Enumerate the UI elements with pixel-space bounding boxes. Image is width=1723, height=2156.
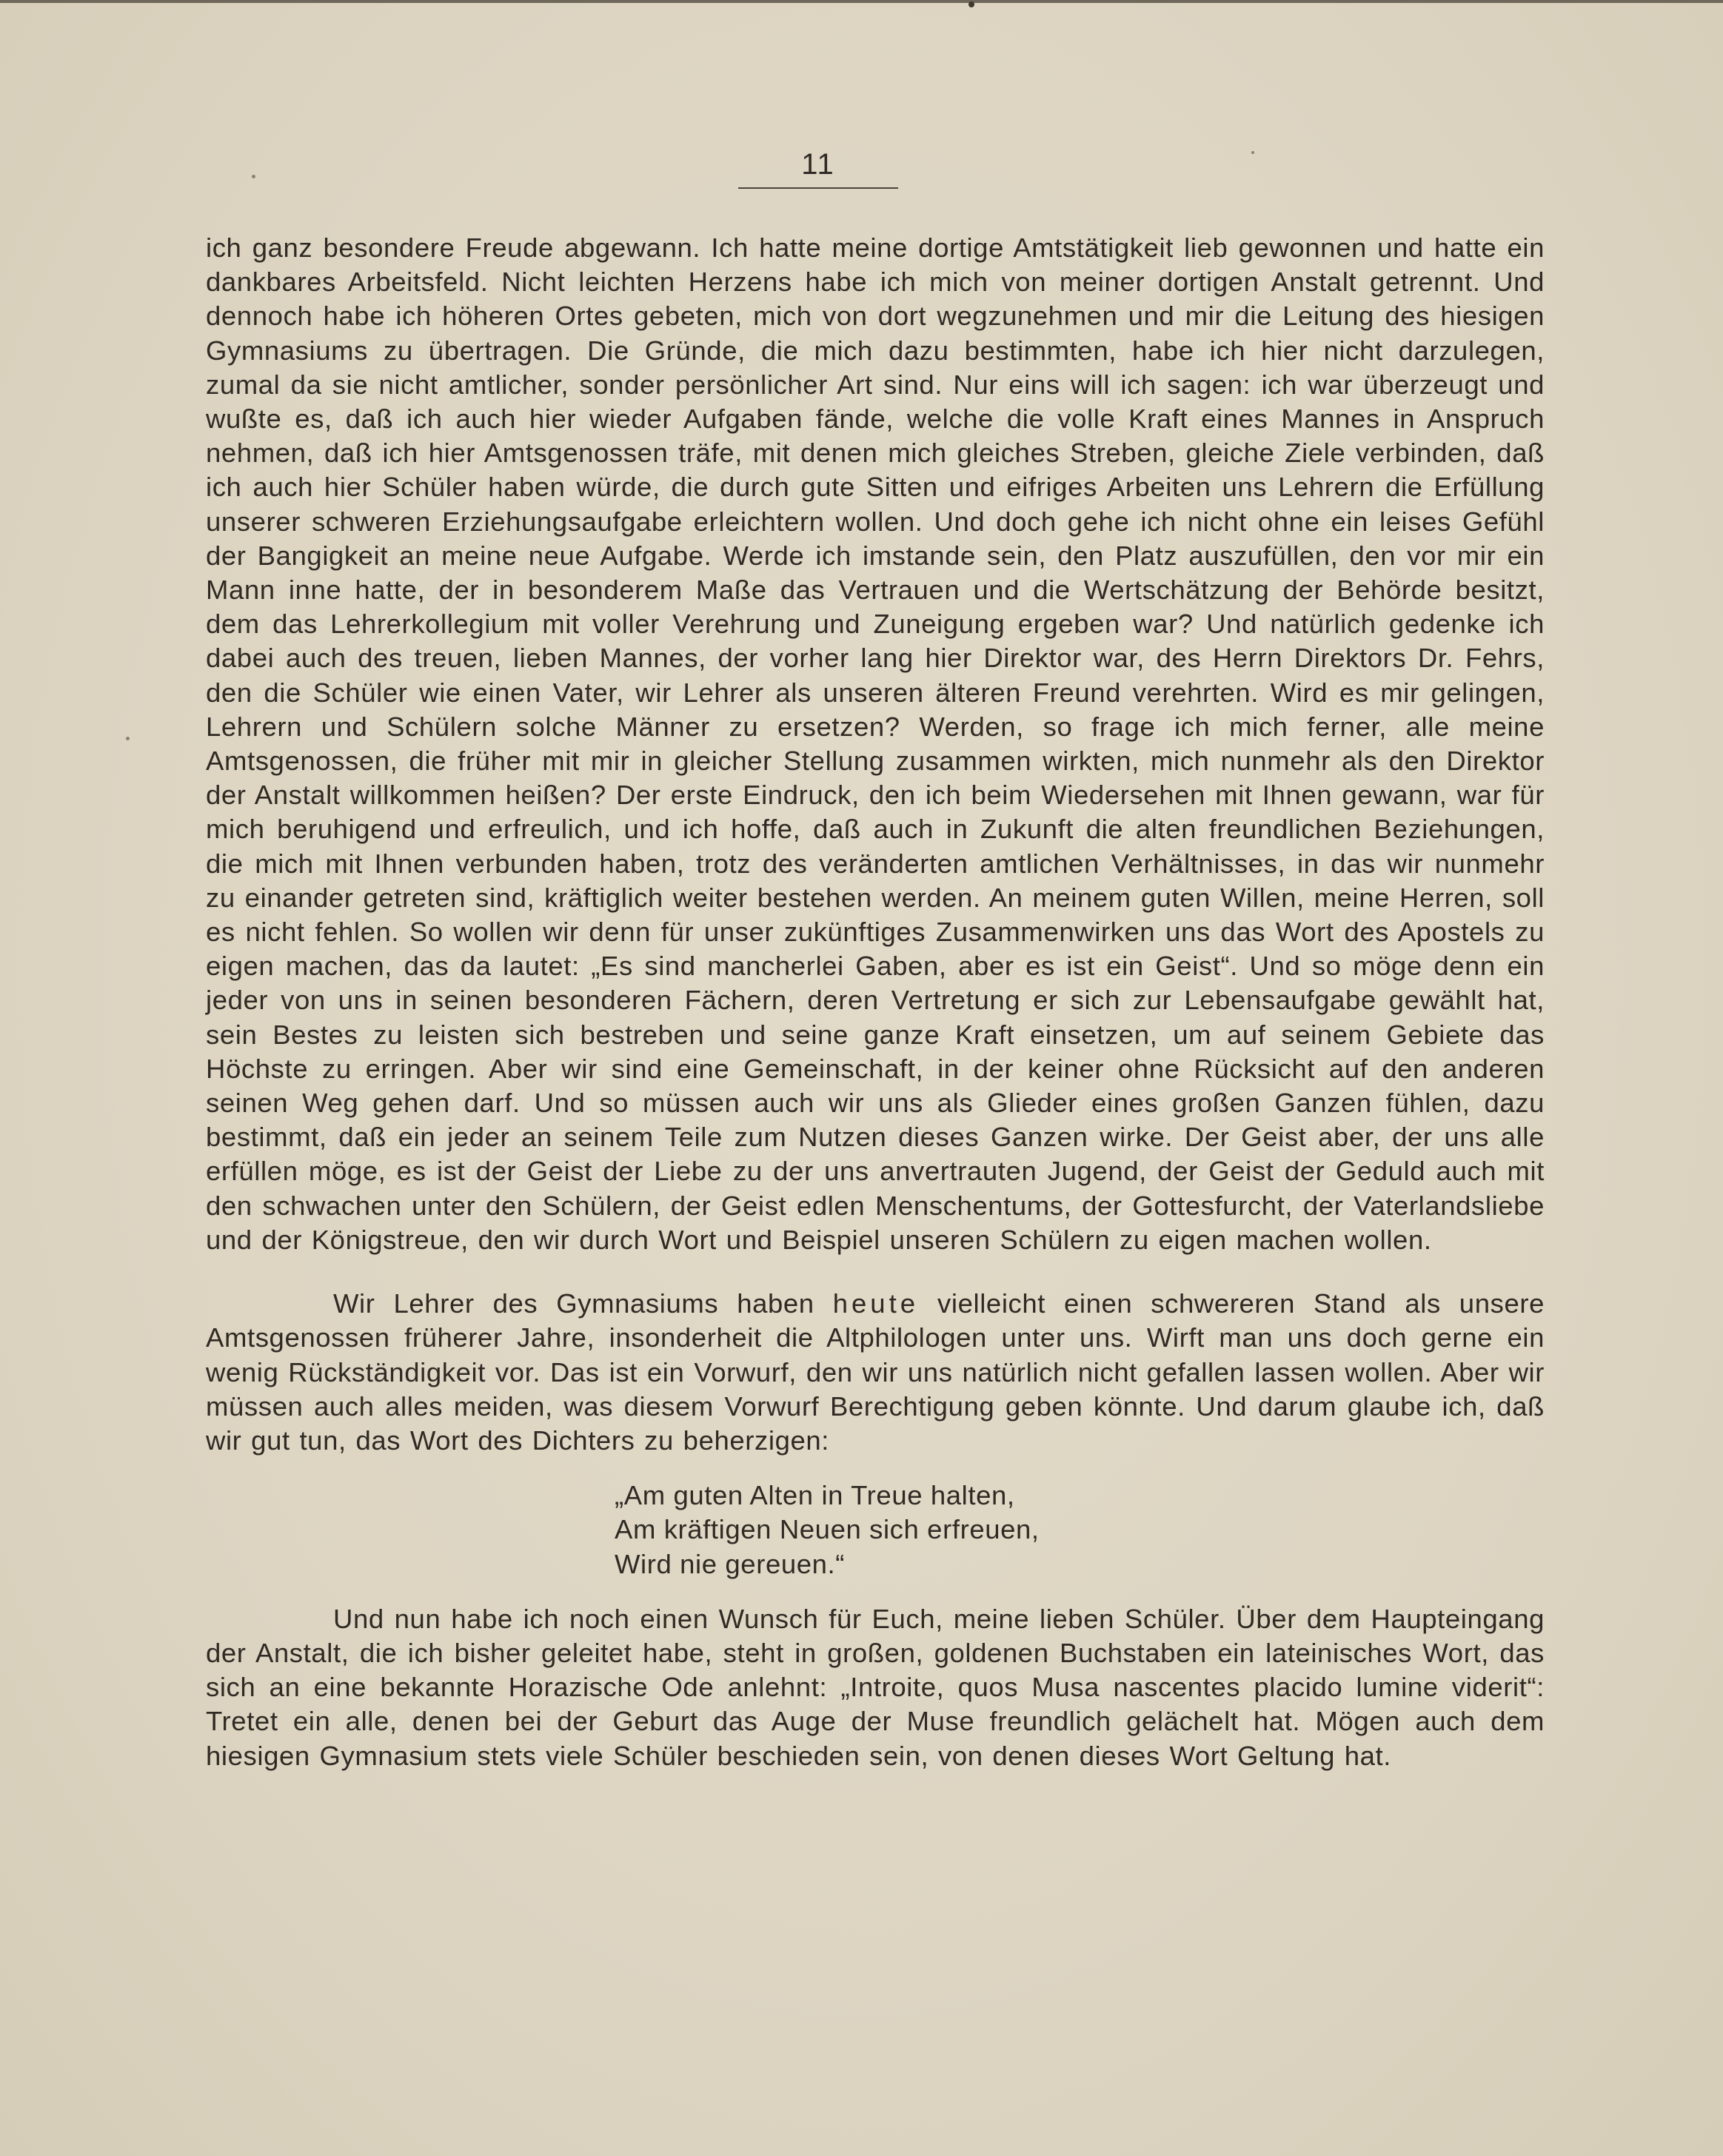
top-edge-rule bbox=[0, 0, 1723, 3]
paper-speck bbox=[1251, 151, 1254, 154]
page-number-rule bbox=[738, 187, 898, 189]
paragraph-3: Und nun habe ich noch einen Wunsch für Euch, meine lieben Schüler. Über dem Haupteingang der Anstalt, die ich bisher geleitet habe, steht in großen, goldenen Buchstaben ein lateinisches Wort, das sich an eine bekannte Horazische Ode anlehnt: „Introite, quos Musa nascentes placido lumine viderit“: Tretet ein alle, denen bei der Geburt das Auge der Muse freundlich gelächelt hat. Mögen auch dem hiesigen Gymnasium stets viele Schüler beschieden sein, von denen dieses Wort Geltung hat. bbox=[206, 1603, 1545, 1771]
verse-gap-bottom bbox=[206, 1581, 1545, 1602]
verse-line: Wird nie gereuen.“ bbox=[615, 1548, 846, 1579]
body-text bbox=[206, 231, 1545, 1773]
poem-quote bbox=[615, 1479, 1545, 1581]
paper-speck bbox=[126, 737, 130, 740]
paragraph-gap bbox=[206, 1257, 1545, 1287]
verse-line: Am kräftigen Neuen sich erfreuen, bbox=[615, 1514, 1040, 1545]
paper-speck bbox=[252, 175, 255, 178]
ink-mark bbox=[968, 1, 974, 7]
paragraph-1: ich ganz besondere Freude abgewann. Ich hatte meine dortige Amtstätigkeit lieb gewonnen und hatte ein dankbares Arbeitsfeld. Nicht leichten Herzens habe ich mich von meiner dortigen Anstalt getrennt. Und dennoch habe ich höheren Ortes gebeten, mich von dort wegzunehmen und mir die Leitung des hiesigen Gymnasiums zu übertragen. Die Gründe, die mich dazu bestimmten, habe ich hier nicht darzulegen, zumal da sie nicht amtlicher, sonder persönlicher Art sind. Nur eins will ich sagen: ich war überzeugt und wußte es, daß ich auch hier wieder Aufgaben fände, welche die volle Kraft eines Mannes in Anspruch nehmen, daß ich hier Amtsgenossen träfe, mit denen mich gleiches Streben, gleiche Ziele verbinden, daß ich auch hier Schüler haben würde, die durch gute Sitten und eifriges Arbeiten uns Lehrern die Erfüllung unserer schweren Erziehungsaufgabe erleichtern wollen. Und doch gehe ich nicht ohne ein leises Gefühl der Bangigkeit an meine neue Aufgabe. Werde ich imstande sein, den Platz auszufüllen, den vor mir ein Mann inne hatte, der in besonderem Maße das Vertrauen und die Wertschätzung der Behörde besitzt, dem das Lehrerkollegium mit voller Verehrung und Zuneigung ergeben war? Und natürlich gedenke ich dabei auch des treuen, lieben Mannes, der vorher lang hier Direktor war, des Herrn Direktors Dr. Fehrs, den die Schüler wie einen Vater, wir Lehrer als unseren älteren Freund verehrten. Wird es mir gelingen, Lehrern und Schülern solche Männer zu ersetzen? Werden, so frage ich mich ferner, alle meine Amtsgenossen, die früher mit mir in gleicher Stellung zusammen wirkten, mich nunmehr als den Direktor der Anstalt willkommen heißen? Der erste Eindruck, den ich beim Wiedersehen mit Ihnen gewann, war für mich beruhigend und erfreulich, und ich hoffe, daß auch in Zukunft die alten freundlichen Beziehungen, die mich mit Ihnen verbunden haben, trotz des veränderten amtlichen Verhältnisses, in das wir nunmehr zu einander getreten sind, kräftiglich weiter bestehen werden. An meinem guten Willen, meine Herren, soll es nicht fehlen. So wollen wir denn für unser zukünftiges Zusammenwirken uns das Wort des Apostels zu eigen machen, das da lautet: „Es sind mancherlei Gaben, aber es ist ein Geist“. Und so möge denn ein jeder von uns in seinen besonderen Fächern, deren Vertretung er sich zur Lebensaufgabe gewählt hat, sein Bestes zu leisten sich bestreben und seine ganze Kraft einsetzen, um auf seinem Gebiete das Höchste zu erringen. Aber wir sind eine Gemeinschaft, in der keiner ohne Rücksicht auf den anderen seinen Weg gehen darf. Und so müssen auch wir uns als Glieder eines großen Ganzen fühlen, dazu bestimmt, daß ein jeder an seinem Teile zum Nutzen dieses Ganzen wirke. Der Geist aber, der uns alle erfüllen möge, es ist der Geist der Liebe zu der uns anvertrauten Jugend, der Geist der Geduld auch mit den schwachen unter den Schülern, der Geist edlen Menschentums, der Gottesfurcht, der Vaterlandsliebe und der Königstreue, den wir durch Wort und Beispiel unseren Schülern zu eigen machen wollen. bbox=[206, 232, 1545, 1255]
paragraph-2-text-before: Wir Lehrer des Gymnasiums haben bbox=[333, 1288, 833, 1319]
verse-gap-top bbox=[206, 1458, 1545, 1479]
paragraph-2 bbox=[206, 1287, 1545, 1458]
page-number: 11 bbox=[801, 148, 835, 181]
paragraph-2-text-after: vielleicht einen schwereren Stand als unsere Amtsgenossen früherer Jahre, insonderheit die Altphilologen unter uns. Wirft man uns doch gerne ein wenig Rückständigkeit vor. Das ist ein Vorwurf, den wir uns natürlich nicht gefallen lassen wollen. Aber wir müssen auch alles meiden, was diesem Vorwurf Berechtigung geben könnte. Und darum glaube ich, daß wir gut tun, das Wort des Dichters zu beherzigen: bbox=[206, 1288, 1545, 1456]
emphasized-word: heute bbox=[832, 1288, 920, 1319]
verse-line: „Am guten Alten in Treue halten, bbox=[615, 1480, 1015, 1511]
